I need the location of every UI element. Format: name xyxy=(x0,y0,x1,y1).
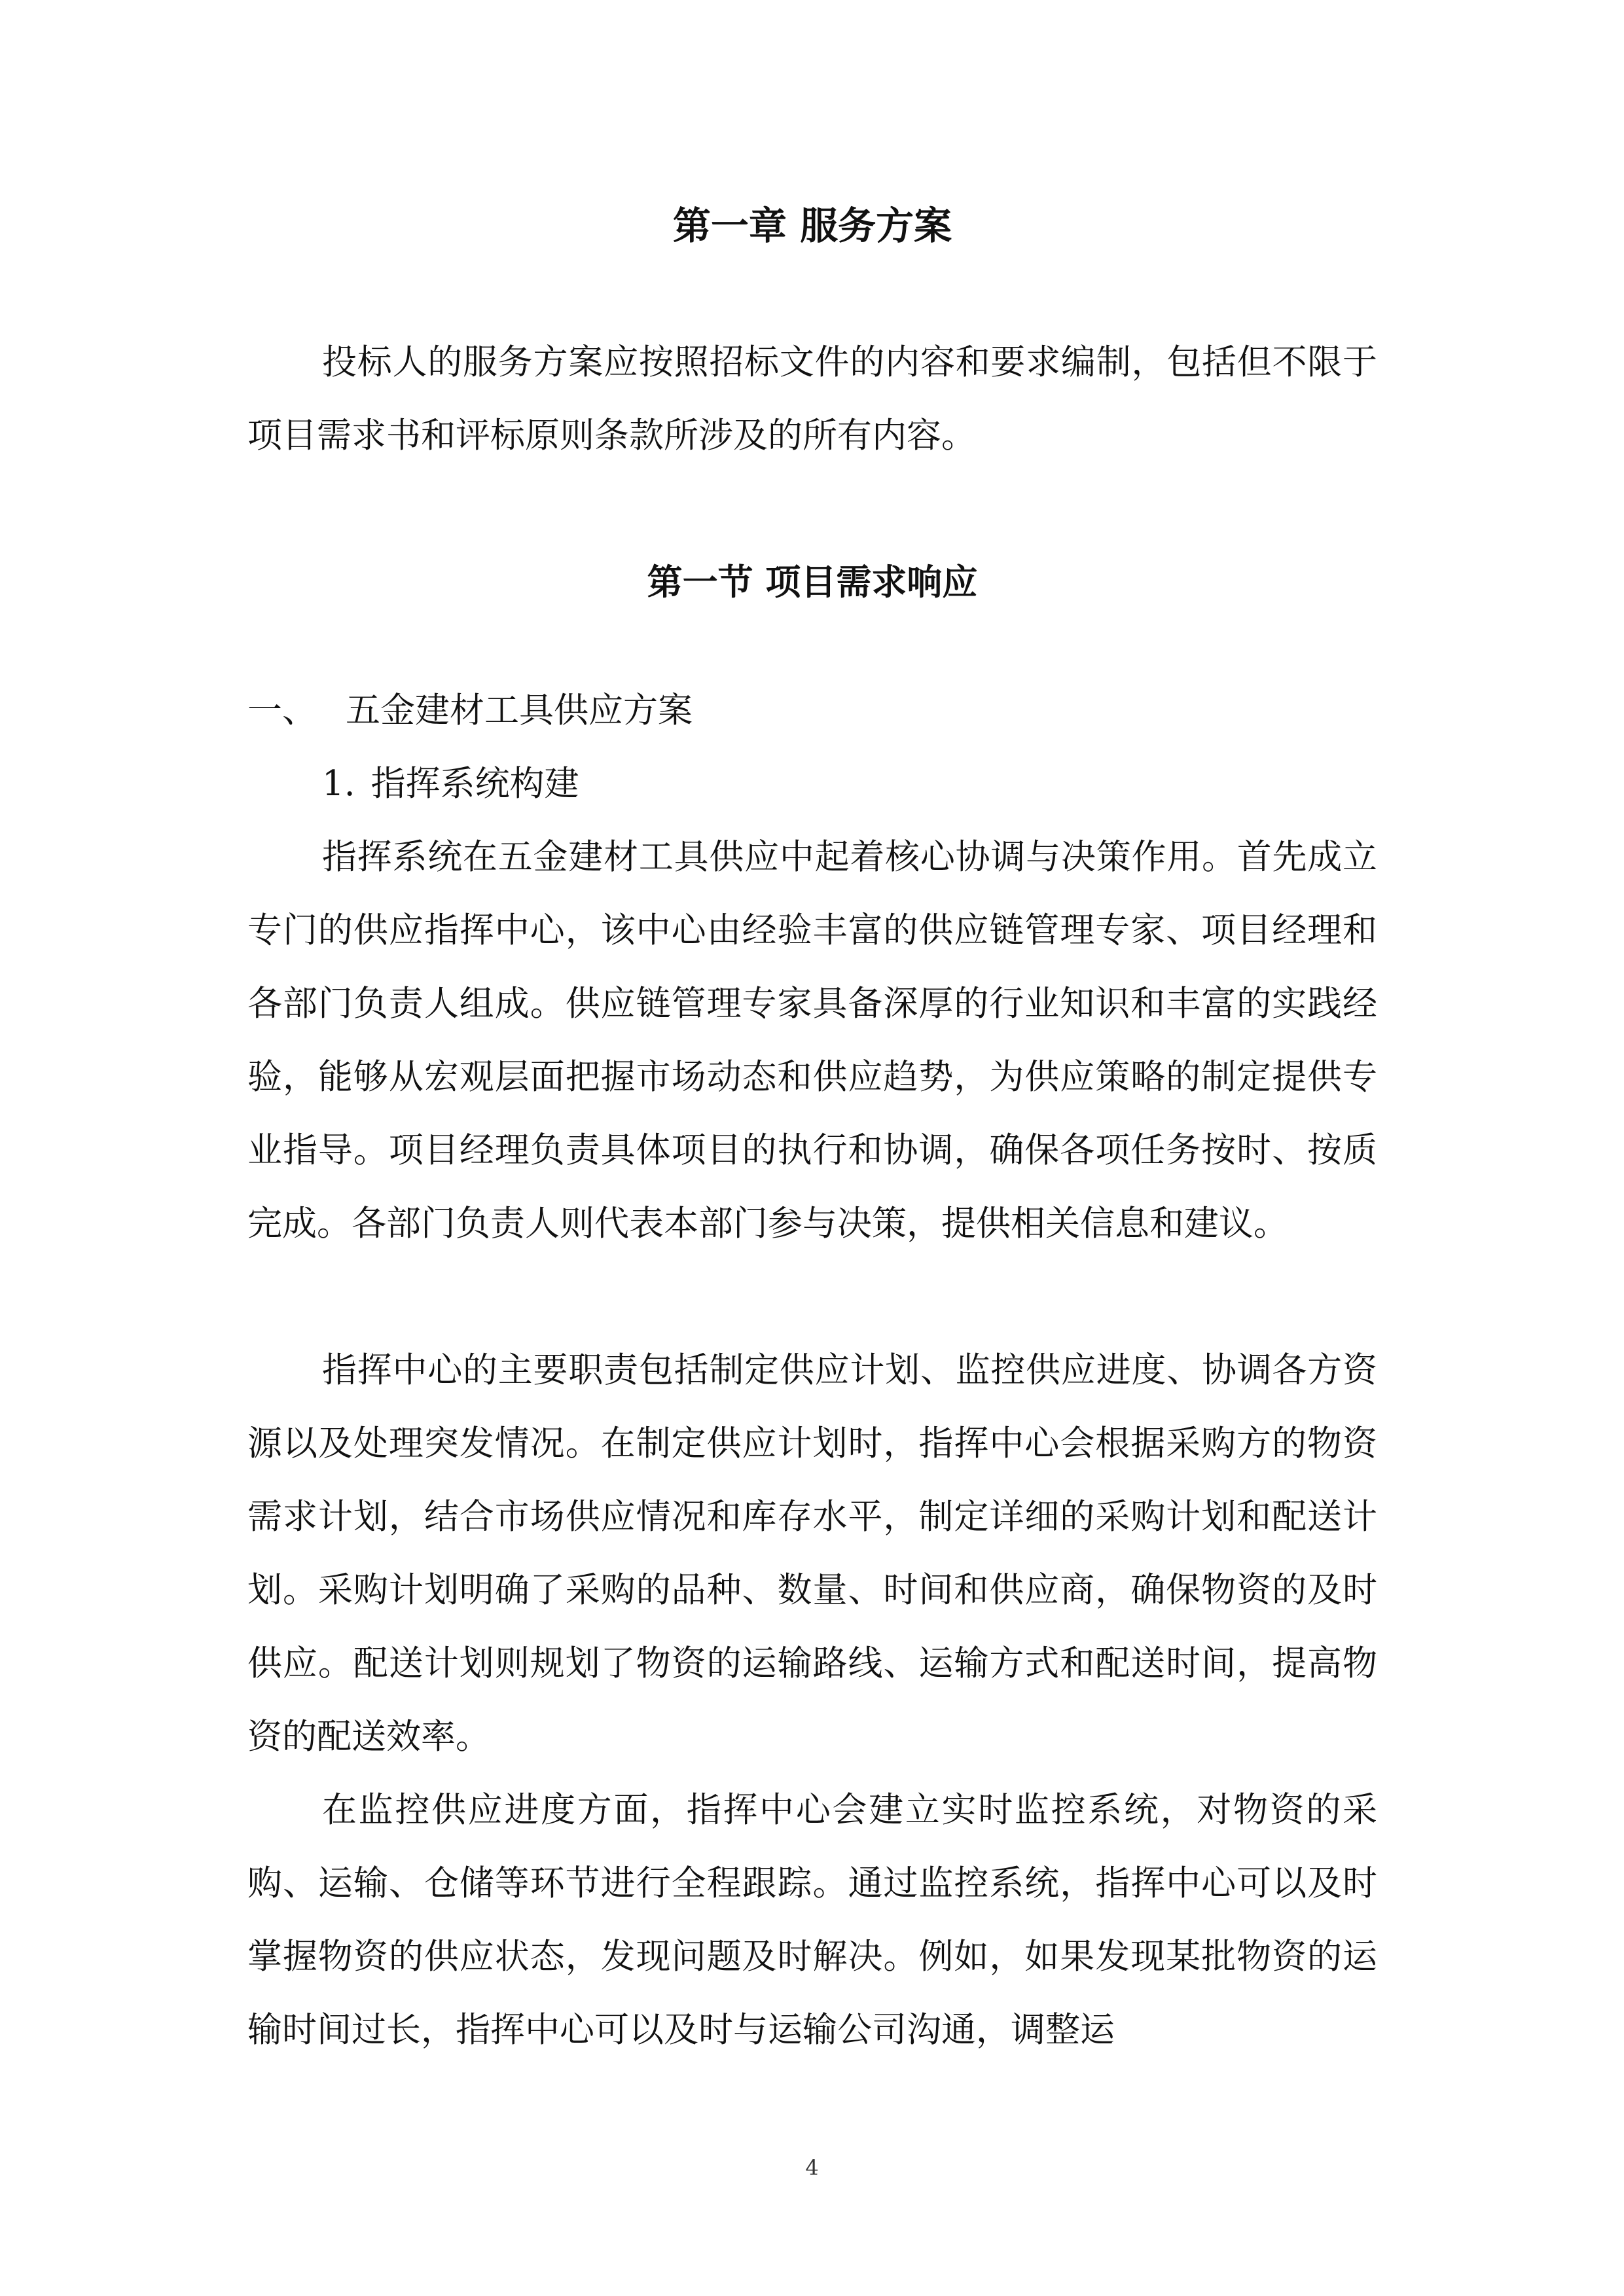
heading-2-number: 1. xyxy=(322,764,355,804)
body-paragraph-3: 在监控供应进度方面，指挥中心会建立实时监控系统，对物资的采购、运输、仓储等环节进行全程跟踪。通过监控系统，指挥中心可以及时掌握物资的供应状态，发现问题及时解决。例如，如果发现某批物资的运输时间过长，指挥中心可以及时与运输公司沟通，调整运 xyxy=(247,1790,1377,2050)
heading-1-number: 一、 xyxy=(247,691,317,730)
body-paragraph-1: 指挥系统在五金建材工具供应中起着核心协调与决策作用。首先成立专门的供应指挥中心，该中心由经验丰富的供应链管理专家、项目经理和各部门负责人组成。供应链管理专家具备深厚的行业知识和丰富的实践经验，能够从宏观层面把握市场动态和供应趋势，为供应策略的制定提供专业指导。项目经理负责具体项目的执行和协调，确保各项任务按时、按质完成。各部门负责人则代表本部门参与决策，提供相关信息和建议。 xyxy=(247,837,1377,1244)
heading-level-1 xyxy=(247,674,1377,747)
section-title: 第一节 项目需求响应 xyxy=(647,562,978,603)
body-paragraph-2: 指挥中心的主要职责包括制定供应计划、监控供应进度、协调各方资源以及处理突发情况。在制定供应计划时，指挥中心会根据采购方的物资需求计划，结合市场供应情况和库存水平，制定详细的采购计划和配送计划。采购计划明确了采购的品种、数量、时间和供应商，确保物资的及时供应。配送计划则规划了物资的运输路线、运输方式和配送时间，提高物资的配送效率。 xyxy=(247,1350,1377,1757)
page-number: 4 xyxy=(805,2155,819,2180)
intro-paragraph: 投标人的服务方案应按照招标文件的内容和要求编制，包括但不限于项目需求书和评标原则条款所涉及的所有内容。 xyxy=(247,342,1377,456)
heading-level-2 xyxy=(322,747,1377,821)
heading-1-text: 五金建材工具供应方案 xyxy=(346,691,693,730)
chapter-title: 第一章 服务方案 xyxy=(672,204,952,248)
heading-2-text: 指挥系统构建 xyxy=(370,764,579,804)
